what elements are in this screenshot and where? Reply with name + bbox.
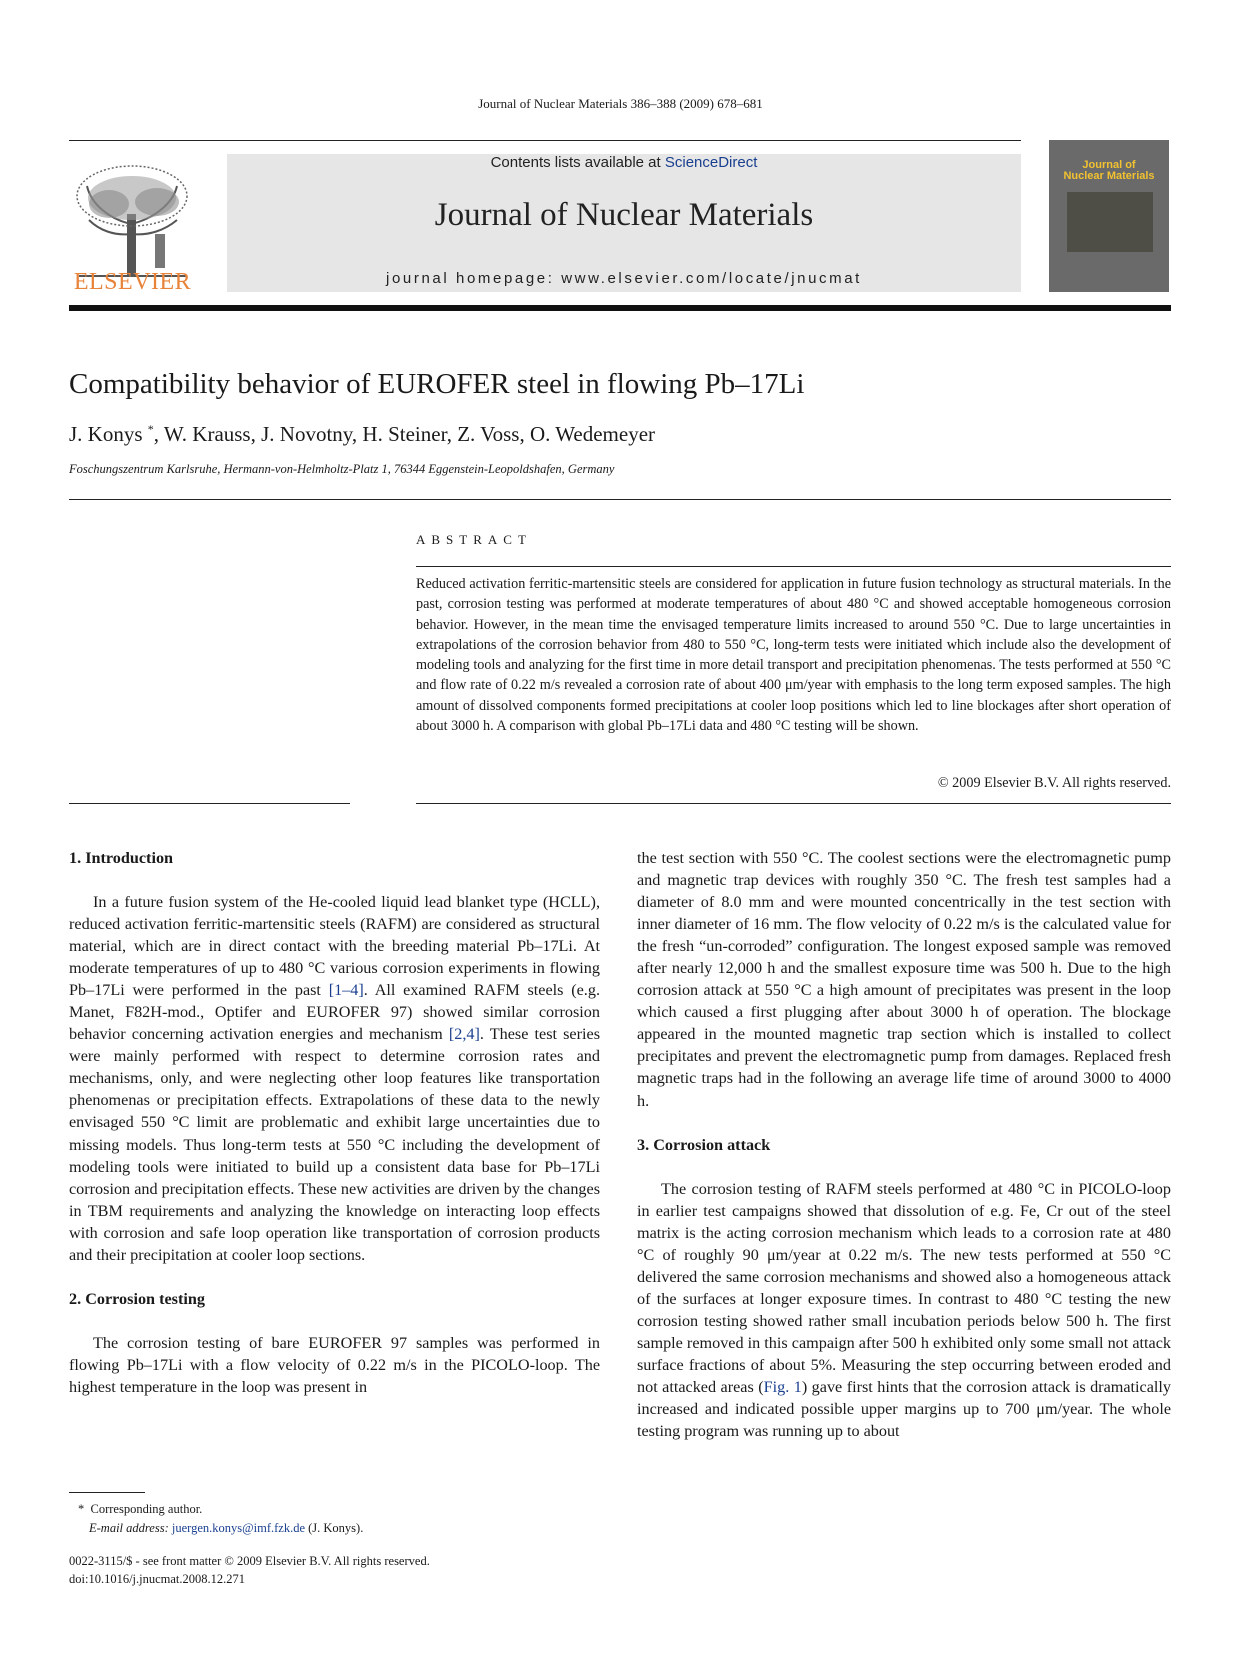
header-thick-rule [69, 305, 1171, 311]
corresponding-mark[interactable]: * [147, 422, 154, 436]
front-matter [69, 1552, 669, 1588]
journal-name: Journal of Nuclear Materials [434, 197, 814, 233]
body-column-left [69, 847, 600, 1398]
contents-prefix: Contents lists available at [490, 154, 665, 171]
journal-cover-thumbnail [1049, 140, 1169, 292]
testing-paragraph-continued: the test section with 550 °C. The coolest sections were the electromagnetic pump and magnetic trap devices with roughly 350 °C. The fresh test samples had a diameter of 8.0 mm and were mounted concentrically in the test section with inner diameter of 16 mm. The flow velocity of 0.22 m/s is the calculated value for the fresh “un-corroded” configuration. The longest exposed sample was removed after nearly 12,000 h and the smallest exposure time was 500 h. Due to the high corrosion attack at 550 °C a high amount of precipitates was present in the loop which caused a first plugging after about 3000 h of operation. The blockage appeared in the mounted magnetic trap section which is installed to collect precipitates and prevent the electromagnetic pump from damages. Replaced fresh magnetic traps had in the following an average life time of around 3000 to 4000 h. [637, 849, 1171, 1110]
author-email-link[interactable]: juergen.konys@imf.fzk.de [171, 1521, 305, 1535]
sciencedirect-link[interactable]: ScienceDirect [664, 154, 758, 171]
section-heading-corrosion-attack: 3. Corrosion attack [637, 1135, 771, 1154]
intro-paragraph: In a future fusion system of the He-cooled liquid lead blanket type (HCLL), reduced activation ferritic-martensitic steels (RAFM) are considered as structural material, which are in direct contact with the breeding material Pb–17Li. At moderate temperatures of up to 480 °C various corrosion experiments in flowing Pb–17Li were performed in the past [1–4]. All examined RAFM steels (e.g. Manet, F82H-mod., Optifer and EUROFER 97) showed similar corrosion behavior concerning activation energies and mechanism [2,4]. These test series were mainly performed with respect to determine corrosion rates and mechanisms, only, and were neglecting other loop features like transportation phenomenas or precipitation effects. Extrapolations of these data to the newly envisaged 550 °C limit are problematic and exhibit large uncertainties due to missing models. Thus long-term tests at 550 °C including the development of modeling tools were initiated to build up a consistent data base for Pb–17Li corrosion and precipitation effects. These new activities are driven by the changes in TBM requirements and analyzing the knowledge on interacting loop effects with corrosion and safe loop operation like transportation of corrosion products and their precipitation at cooler loop sections. [69, 893, 600, 1264]
abstract-heading: ABSTRACT [416, 532, 532, 547]
cover-title-line1: Journal of [1082, 159, 1136, 171]
journal-homepage-link[interactable]: journal homepage: www.elsevier.com/locate/jnucmat [386, 270, 862, 287]
left-rule [69, 803, 350, 804]
journal-citation: Journal of Nuclear Materials 386–388 (2009) 678–681 [478, 96, 763, 111]
abstract-copyright: © 2009 Elsevier B.V. All rights reserved. [937, 775, 1171, 791]
header-rule [69, 140, 1021, 141]
abstract-body: Reduced activation ferritic-martensitic steels are considered for application in future fusion technology as structural materials. In the past, corrosion testing was performed at moderate temperatures of about 480 °C and showed acceptable homogeneous corrosion behavior. However, in the mean time the envisaged temperature limits increased to around 550 °C. Due to large uncertainties in extrapolations of the corrosion behavior from 480 to 550 °C, long-term tests were initiated which include also the development of modeling tools and analyzing for the first time in more detail transport and precipitation phenomenas. The tests performed at 550 °C and flow rate of 0.22 m/s revealed a corrosion rate of about 400 μm/year with emphasis to the long term exposed samples. The high amount of dissolved components formed precipitations at cooler loop positions which led to line blockages after short operation of about 3000 h. A comparison with global Pb–17Li data and 480 °C testing will be shown. [416, 576, 1171, 735]
email-owner: (J. Konys). [305, 1521, 364, 1535]
cover-title-line2: Nuclear Materials [1063, 170, 1155, 182]
article-title: Compatibility behavior of EUROFER steel in flowing Pb–17Li [69, 368, 805, 400]
doi-line[interactable]: doi:10.1016/j.jnucmat.2008.12.271 [69, 1572, 246, 1586]
reference-link[interactable]: [1–4] [328, 981, 364, 1000]
figure-link[interactable]: Fig. 1 [763, 1377, 802, 1396]
section-heading-introduction: 1. Introduction [69, 849, 174, 867]
first-author: J. Konys [69, 422, 148, 446]
corresponding-author-note [78, 1500, 598, 1519]
email-note [78, 1519, 598, 1538]
affiliation: Foschungszentrum Karlsruhe, Hermann-von-Helmholtz-Platz 1, 76344 Eggenstein-Leopoldshafen, Germany [69, 462, 615, 476]
email-label: E-mail address: [89, 1521, 172, 1535]
abstract-rule-bottom [416, 803, 1171, 804]
author-list [69, 422, 1171, 447]
contents-line [227, 154, 1021, 171]
abstract-rule-top [416, 566, 1171, 567]
body-column-right [637, 847, 1171, 1442]
testing-paragraph: The corrosion testing of bare EUROFER 97 samples was performed in flowing Pb–17Li with a flow velocity of 0.22 m/s in the PICOLO-loop. The highest temperature in the loop was present in [69, 1333, 600, 1396]
cover-title [1053, 160, 1165, 182]
reference-link[interactable]: [2,4] [448, 1025, 480, 1044]
attack-paragraph: The corrosion testing of RAFM steels performed at 480 °C in PICOLO-loop in earlier test campaigns showed that dissolution of e.g. Fe, Cr out of the steel matrix is the acting corrosion mechanism which leads to a corrosion rate at 480 °C of roughly 90 μm/year at 0.22 m/s. The new tests performed at 550 °C delivered the same corrosion mechanisms and showed also a homogeneous attack of the surfaces at longer exposure times. In contrast to 480 °C testing the new corrosion testing showed rather small incubation periods below 500 h. The first sample removed in this campaign after 500 h exhibited only some small not attack surface fractions of about 5%. Measuring the step occurring between eroded and not attacked areas (Fig. 1) gave first hints that the corrosion attack is dramatically increased and indicated possible upper margins up to 700 μm/year. The whole testing program was running up to about [637, 1179, 1171, 1441]
footnote [78, 1500, 598, 1538]
footnote-mark: * [78, 1502, 85, 1516]
elsevier-wordmark: ELSEVIER [73, 269, 192, 295]
footnote-rule [69, 1492, 145, 1493]
issn-line: 0022-3115/$ - see front matter © 2009 Elsevier B.V. All rights reserved. [69, 1554, 430, 1568]
title-rule [69, 499, 1171, 500]
corresponding-author-label: Corresponding author. [90, 1502, 203, 1516]
section-heading-corrosion-testing: 2. Corrosion testing [69, 1289, 205, 1308]
other-authors: , W. Krauss, J. Novotny, H. Steiner, Z. Voss, O. Wedemeyer [153, 422, 656, 446]
cover-image [1067, 192, 1153, 252]
